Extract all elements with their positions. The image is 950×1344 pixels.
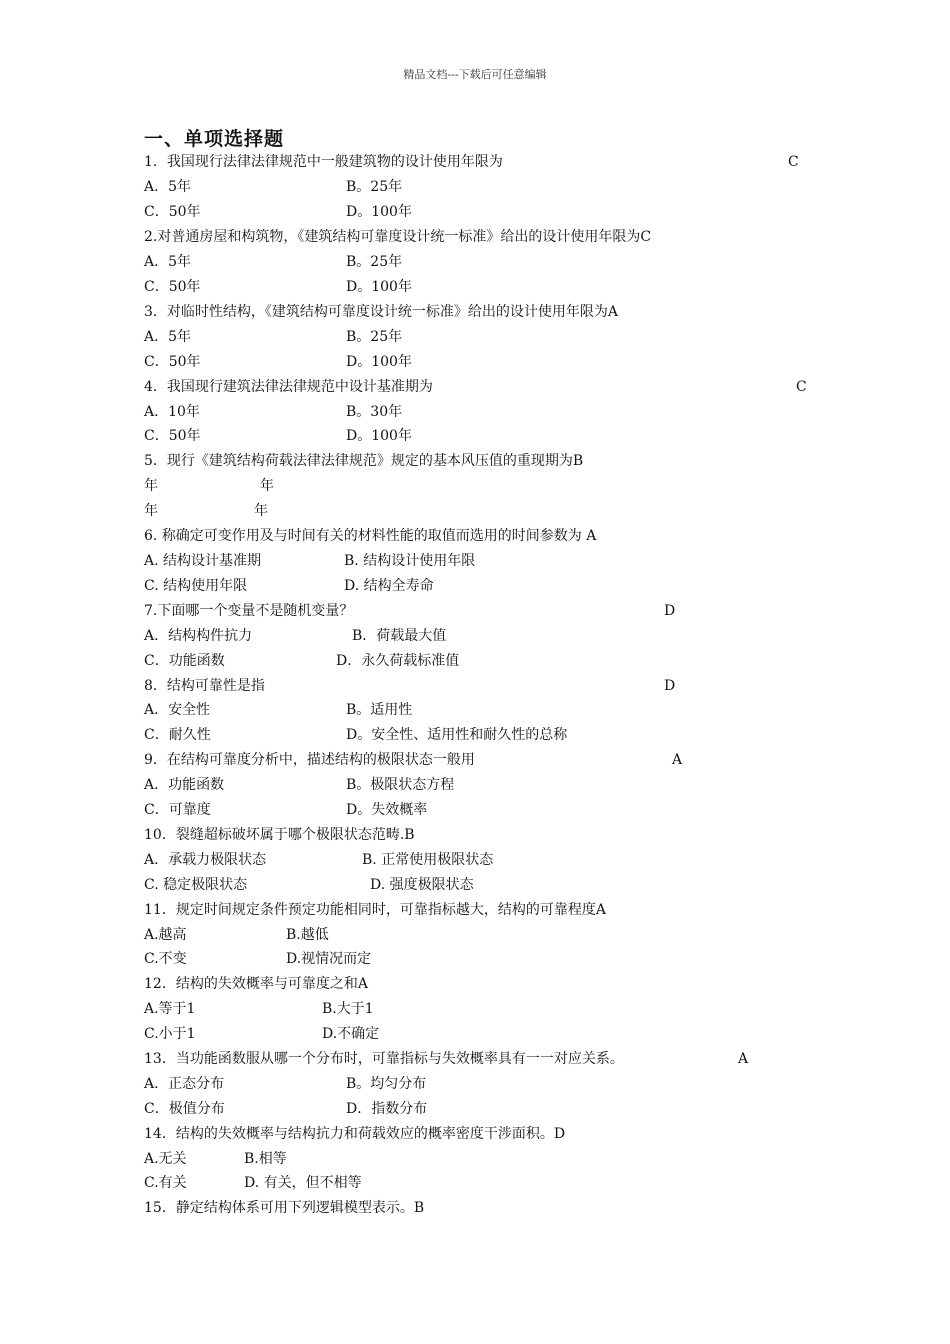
text-line: 13．当功能函数服从哪一个分布时，可靠指标与失效概率具有一一对应关系。 (144, 1051, 624, 1067)
text-line: A．5年 (144, 254, 192, 270)
text-line: A (738, 1051, 749, 1067)
text-line: 2.对普通房屋和构筑物，《建筑结构可靠度设计统一标准》给出的设计使用年限为C (144, 229, 652, 245)
text-line: D (664, 678, 676, 694)
text-line: B。25年 (346, 179, 403, 195)
text-line: 14．结构的失效概率与结构抗力和荷载效应的概率密度干涉面积。D (144, 1126, 566, 1142)
text-line: A.越高 (144, 927, 187, 943)
text-line: D.视情况而定 (286, 951, 372, 967)
text-line: B。极限状态方程 (346, 777, 455, 793)
text-line: C．极值分布 (144, 1101, 225, 1117)
text-line: D。安全性、适用性和耐久性的总称 (346, 727, 568, 743)
text-line: C．50年 (144, 428, 201, 444)
text-line: 年 (144, 503, 158, 519)
text-line: D (664, 603, 676, 619)
text-line: C．可靠度 (144, 802, 211, 818)
text-line: B. 结构设计使用年限 (344, 553, 476, 569)
text-line: A．承载力极限状态 (144, 852, 267, 868)
text-line: A. 结构设计基准期 (144, 553, 262, 569)
text-line: C (788, 154, 799, 170)
text-line: D。100年 (346, 354, 412, 370)
text-line: 4．我国现行建筑法律法律规范中设计基准期为 (144, 379, 433, 395)
text-line: 年 (144, 478, 158, 494)
text-line: 12．结构的失效概率与可靠度之和A (144, 976, 368, 992)
text-line: 6. 称确定可变作用及与时间有关的材料性能的取值而选用的时间参数为 A (144, 528, 597, 544)
text-line: A.等于1 (144, 1001, 196, 1017)
text-line: A．5年 (144, 179, 192, 195)
text-line: B.越低 (286, 927, 329, 943)
text-line: D。100年 (346, 428, 412, 444)
text-line: A．安全性 (144, 702, 211, 718)
text-line: C．功能函数 (144, 653, 225, 669)
text-line: 9．在结构可靠度分析中，描述结构的极限状态一般用 (144, 752, 475, 768)
text-line: A．正态分布 (144, 1076, 225, 1092)
text-line: 3．对临时性结构，《建筑结构可靠度设计统一标准》给出的设计使用年限为A (144, 304, 619, 320)
text-line: D. 结构全寿命 (344, 578, 434, 594)
text-line: C. 稳定极限状态 (144, 877, 248, 893)
text-line: B.相等 (244, 1151, 287, 1167)
text-line: 7.下面哪一个变量不是随机变量？ (144, 603, 354, 619)
section-title: 一、单项选择题 (144, 128, 285, 150)
text-line: 11．规定时间规定条件预定功能相同时，可靠指标越大，结构的可靠程度A (144, 902, 606, 918)
text-line: D．永久荷载标准值 (336, 653, 460, 669)
text-line: C．50年 (144, 354, 201, 370)
text-line: 8．结构可靠性是指 (144, 678, 265, 694)
text-line: 1．我国现行法律法律规范中一般建筑物的设计使用年限为 (144, 154, 503, 170)
text-line: B。30年 (346, 404, 403, 420)
text-line: D。100年 (346, 279, 412, 295)
text-line: D. 有关，但不相等 (244, 1175, 362, 1191)
page-header: 精品文档---下载后可任意编辑 (403, 68, 547, 81)
text-line: B。25年 (346, 254, 403, 270)
text-line: 年 (260, 478, 274, 494)
text-line: A (672, 752, 683, 768)
text-line: A．结构构件抗力 (144, 628, 253, 644)
text-line: A.无关 (144, 1151, 187, 1167)
text-line: 5．现行《建筑结构荷载法律法律规范》规定的基本风压值的重现期为B (144, 453, 584, 469)
text-line: C.有关 (144, 1175, 187, 1191)
text-line: C．耐久性 (144, 727, 211, 743)
text-line: A．5年 (144, 329, 192, 345)
text-line: B. 正常使用极限状态 (362, 852, 494, 868)
text-line: D.不确定 (322, 1026, 380, 1042)
text-line: B。均匀分布 (346, 1076, 427, 1092)
text-line: C．50年 (144, 204, 201, 220)
text-line: B。适用性 (346, 702, 413, 718)
text-line: C.小于1 (144, 1026, 196, 1042)
text-line: C. 结构使用年限 (144, 578, 248, 594)
text-line: C．50年 (144, 279, 201, 295)
text-line: C (796, 379, 807, 395)
text-line: 15．静定结构体系可用下列逻辑模型表示。B (144, 1200, 425, 1216)
text-line: A．功能函数 (144, 777, 225, 793)
text-line: B。25年 (346, 329, 403, 345)
text-line: C.不变 (144, 951, 187, 967)
text-line: D。失效概率 (346, 802, 428, 818)
text-line: 年 (254, 503, 268, 519)
text-line: D。100年 (346, 204, 412, 220)
text-line: B.大于1 (322, 1001, 374, 1017)
text-line: B．荷载最大值 (352, 628, 447, 644)
text-line: A．10年 (144, 404, 200, 420)
text-line: 10．裂缝超标破坏属于哪个极限状态范畴.B (144, 827, 415, 843)
text-line: D．指数分布 (346, 1101, 428, 1117)
text-line: D. 强度极限状态 (370, 877, 474, 893)
